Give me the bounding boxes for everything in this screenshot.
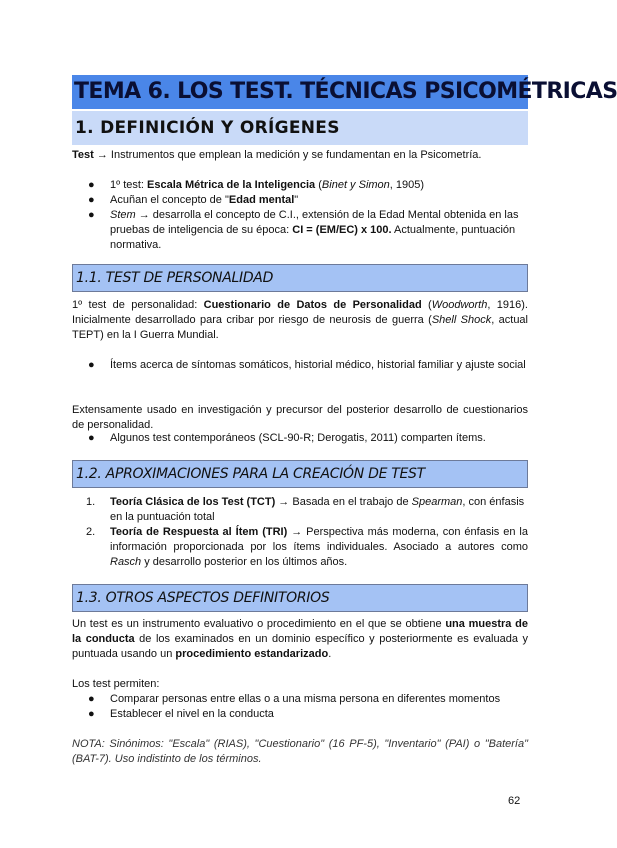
- list-item: 1º test: Escala Métrica de la Inteligencia (Binet y Simon, 1905): [110, 179, 425, 191]
- list-item: Establecer el nivel en la conducta: [110, 708, 274, 720]
- list-number: 1.: [86, 496, 96, 508]
- list-item: Algunos test contemporáneos (SCL-90-R; Derogatis, 2011) comparten ítems.: [110, 432, 486, 444]
- list-item: Ítems acerca de síntomas somáticos, historial médico, historial familiar y ajuste social: [110, 359, 526, 371]
- intro-text: → Instrumentos que emplean la medición y se fundamentan en la Psicometría.: [93, 149, 482, 161]
- list-item: Acuñan el concepto de "Edad mental": [110, 194, 299, 206]
- intro-term: Test: [72, 149, 94, 161]
- bullet-icon: ●: [88, 194, 95, 206]
- bullet-icon: ●: [88, 432, 95, 444]
- bullet-icon: ●: [88, 693, 95, 705]
- note-text: NOTA: Sinónimos: "Escala" (RIAS), "Cuestionario" (16 PF-5), "Inventario" (PAI) o "Batería" (BAT-7). Uso indistinto de los términos.: [72, 738, 528, 765]
- intro-paragraph: [72, 148, 528, 163]
- list-item: Stem → desarrolla el concepto de C.I., extensión de la Edad Mental obtenida en las pruebas de inteligencia de su época: CI = (EM/EC) x 100. Actualmente, puntuación normativa.: [110, 209, 519, 251]
- bullet-icon: ●: [88, 209, 95, 221]
- section-heading-definicion: 1. DEFINICIÓN Y ORÍGENES: [72, 111, 528, 145]
- section-heading-aproximaciones: 1.2. APROXIMACIONES PARA LA CREACIÓN DE TEST: [72, 460, 528, 488]
- definition-paragraph: Un test es un instrumento evaluativo o procedimiento en el que se obtiene una muestra de la conducta de los examinados en un dominio específico y posteriormente es evaluada y puntuada usando un procedimiento estandarizado.: [72, 618, 528, 660]
- bullet-icon: ●: [88, 179, 95, 191]
- list-item: Comparar personas entre ellas o a una misma persona en diferentes momentos: [110, 693, 501, 705]
- bullet-icon: ●: [88, 708, 95, 720]
- list-item: Teoría Clásica de los Test (TCT) → Basada en el trabajo de Spearman, con énfasis en la puntuación total: [110, 496, 525, 523]
- list-number: 2.: [86, 526, 96, 538]
- section-heading-otros-aspectos: 1.3. OTROS ASPECTOS DEFINITORIOS: [72, 584, 528, 612]
- chapter-title: TEMA 6. LOS TEST. TÉCNICAS PSICOMÉTRICAS: [72, 75, 528, 109]
- permits-label: Los test permiten:: [72, 678, 160, 690]
- page-number: 62: [508, 795, 521, 807]
- personality-paragraph-2: Extensamente usado en investigación y precursor del posterior desarrollo de cuestionarios de personalidad.: [72, 404, 528, 431]
- personality-paragraph: 1º test de personalidad: Cuestionario de Datos de Personalidad (Woodworth, 1916). Inicialmente desarrollado para cribar por riesgo de neurosis de guerra (Shell Shock, actual TEPT) en la I Guerra Mundial.: [72, 299, 528, 341]
- section-heading-personalidad: 1.1. TEST DE PERSONALIDAD: [72, 264, 528, 292]
- bullet-icon: ●: [88, 359, 95, 371]
- list-item: Teoría de Respuesta al Ítem (TRI) → Perspectiva más moderna, con énfasis en la información proporcionada por los ítems individuales. Asociado a autores como Rasch y desarrollo posterior en los últimos años.: [110, 526, 528, 568]
